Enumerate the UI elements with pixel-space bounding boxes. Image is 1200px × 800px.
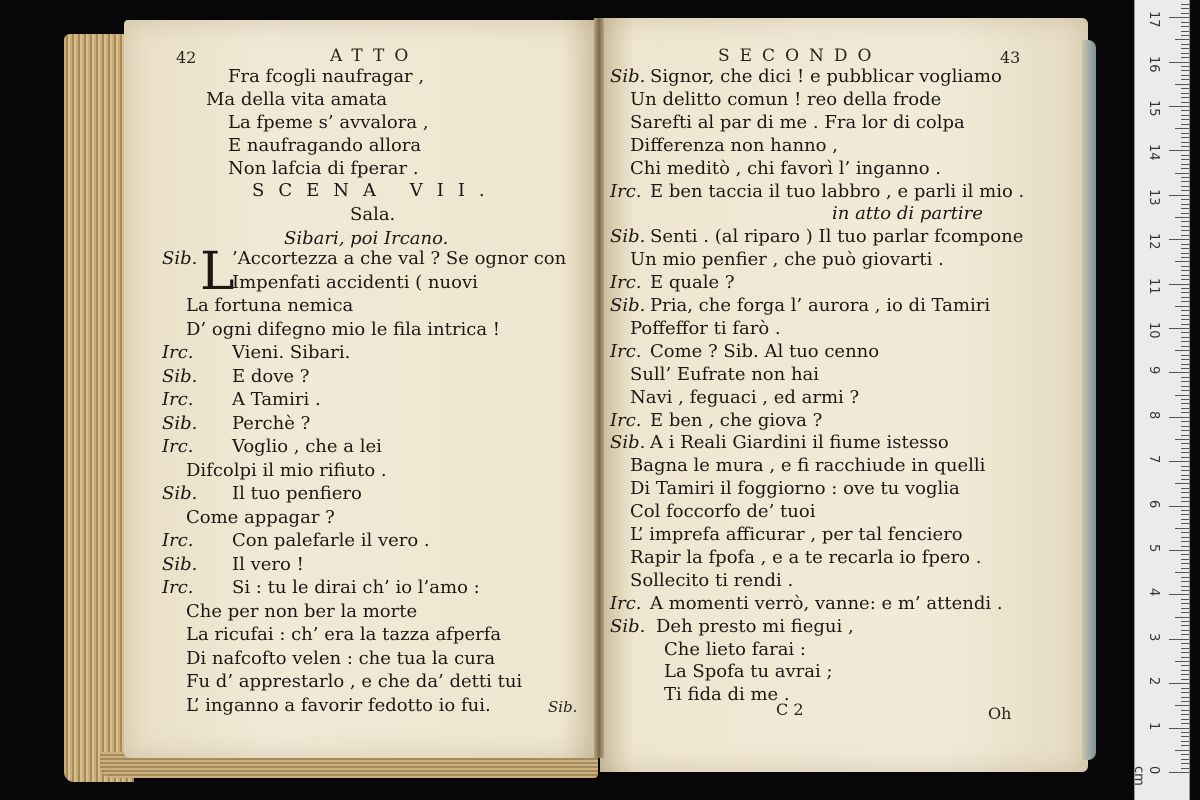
ruler-tick (1181, 466, 1189, 467)
ruler-tick (1181, 736, 1189, 737)
ruler-tick (1169, 62, 1189, 63)
ruler-tick (1181, 4, 1189, 5)
left-dialogue-line: Difcolpi il mio rifiuto . (186, 459, 387, 481)
ruler-tick (1181, 652, 1189, 653)
ruler-label: 2 (1146, 677, 1161, 686)
right-dialogue-speaker: Sib. (610, 66, 646, 87)
ruler-tick (1181, 386, 1189, 387)
ruler-tick (1175, 306, 1189, 307)
ruler-tick (1181, 492, 1189, 493)
ruler-tick (1181, 275, 1189, 276)
ruler-tick (1181, 701, 1189, 702)
ruler-tick (1181, 625, 1189, 626)
ruler-tick (1181, 253, 1189, 254)
ruler-label: 3 (1146, 632, 1161, 642)
right-dialogue-speaker: Irc. (610, 272, 642, 294)
ruler-tick (1181, 341, 1189, 342)
ruler-tick (1175, 395, 1189, 396)
ruler-tick (1181, 621, 1189, 622)
ruler-tick (1181, 430, 1189, 431)
ruler-label: 14 (1146, 144, 1161, 161)
right-dialogue-line: Sull’ Eufrate non hai (630, 363, 820, 385)
ruler-tick (1181, 448, 1189, 449)
left-dialogue-speaker: Irc. (162, 436, 194, 457)
right-dialogue-line: E ben , che giova ? (650, 409, 823, 431)
ruler-tick (1181, 57, 1189, 58)
ruler-tick (1181, 35, 1189, 36)
ruler-tick (1181, 266, 1189, 267)
ruler-tick (1181, 612, 1189, 613)
ruler-tick (1181, 186, 1189, 187)
ruler-label: 9 (1146, 366, 1161, 375)
ruler-tick (1181, 697, 1189, 698)
right-dialogue-line: E ben taccia il tuo labbro , e parli il mio . (650, 180, 1025, 202)
ruler-tick (1169, 639, 1189, 640)
right-dialogue-speaker: Irc. (610, 592, 642, 614)
ruler-tick (1181, 603, 1189, 604)
left-dialogue-line: La ricufai : ch’ era la tazza afperfa (186, 624, 502, 645)
left-dialogue-line: Il tuo penfiero (232, 483, 362, 504)
ruler-tick (1175, 750, 1189, 751)
ruler-tick (1169, 728, 1189, 729)
left-dialogue-line: Impenfati accidenti ( nuovi (232, 271, 478, 293)
right-dialogue-line: Deh presto mi fiegui , (656, 615, 854, 637)
ruler-tick (1181, 710, 1189, 711)
ruler-tick (1181, 479, 1189, 480)
left-running-head: ATTO (330, 46, 419, 66)
ruler-tick (1181, 22, 1189, 23)
verse-line: Ma della vita amata (206, 89, 388, 110)
ruler-tick (1181, 763, 1189, 764)
ruler-tick (1175, 261, 1189, 262)
left-dialogue-speaker: Sib. (162, 365, 198, 387)
right-dialogue-line: Come ? Sib. Al tuo cenno (650, 340, 880, 362)
ruler-label: 10 (1146, 322, 1161, 339)
ruler-tick (1181, 768, 1189, 769)
ruler-label: 7 (1146, 455, 1161, 464)
ruler-tick (1181, 199, 1189, 200)
ruler-tick (1181, 190, 1189, 191)
ruler-tick (1181, 79, 1189, 80)
right-dialogue-speaker: Sib. (610, 615, 646, 637)
ruler-tick (1181, 421, 1189, 422)
ruler-tick (1181, 164, 1189, 165)
left-dialogue-line: La fortuna nemica (186, 295, 354, 316)
ruler-tick (1181, 248, 1189, 249)
ruler-tick (1169, 372, 1189, 373)
ruler-tick (1181, 319, 1189, 320)
ruler-tick (1181, 364, 1189, 365)
ruler-tick (1181, 310, 1189, 311)
ruler-tick (1181, 634, 1189, 635)
ruler-tick (1169, 17, 1189, 18)
ruler-tick (1169, 550, 1189, 551)
right-dialogue-line: A i Reali Giardini il fiume istesso (650, 432, 949, 454)
ruler-tick (1181, 31, 1189, 32)
right-dialogue-line: Sarefti al par di me . Fra lor di colpa (630, 111, 965, 133)
ruler-tick (1181, 230, 1189, 231)
ruler-label: 0 cm (1131, 766, 1161, 786)
left-dialogue-line: Di nafcofto velen : che tua la cura (186, 647, 496, 669)
ruler-tick (1181, 137, 1189, 138)
ruler-tick (1181, 110, 1189, 111)
right-dialogue-speaker: Irc. (610, 180, 642, 202)
ruler-tick (1169, 239, 1189, 240)
ruler-label: 11 (1146, 277, 1161, 295)
ruler-tick (1181, 590, 1189, 591)
verse-line: La fpeme s’ avvalora , (228, 112, 429, 133)
right-dialogue-line: Pria, che forga l’ aurora , io di Tamiri (650, 295, 991, 316)
ruler-tick (1169, 417, 1189, 418)
right-dialogue-line: Rapir la fpofa , e a te recarla io fpero . (630, 546, 982, 568)
ruler-tick (1181, 102, 1189, 103)
ruler-tick (1181, 70, 1189, 71)
ruler-tick (1181, 133, 1189, 134)
ruler-tick (1181, 586, 1189, 587)
ruler-tick (1181, 519, 1189, 520)
ruler-tick (1181, 155, 1189, 156)
ruler-tick (1181, 408, 1189, 409)
right-dialogue-line: Navi , feguaci , ed armi ? (630, 386, 860, 408)
ruler-tick (1181, 66, 1189, 67)
ruler-tick (1181, 554, 1189, 555)
ruler-tick (1181, 488, 1189, 489)
right-dialogue-speaker: Irc. (610, 340, 642, 362)
ruler-label: 8 (1146, 410, 1161, 420)
left-catchword: Sib. (548, 698, 578, 716)
ruler-tick (1181, 381, 1189, 382)
ruler-tick (1181, 244, 1189, 245)
ruler-tick (1169, 594, 1189, 595)
right-dialogue-line: Ti fida di me . (664, 684, 790, 706)
ruler-tick (1181, 514, 1189, 515)
measuring-ruler (1131, 0, 1190, 800)
ruler-tick (1175, 128, 1189, 129)
ruler-tick (1175, 217, 1189, 218)
ruler-tick (1181, 723, 1189, 724)
right-dialogue-line: Poffeffor ti farò . (630, 317, 781, 339)
left-dialogue-speaker: Sib. (162, 248, 198, 269)
left-page-number: 42 (176, 48, 197, 67)
ruler-tick (1181, 8, 1189, 9)
ruler-tick (1181, 270, 1189, 271)
ruler-tick (1181, 577, 1189, 578)
right-dialogue-line: in atto di partire (832, 203, 983, 225)
ruler-tick (1175, 39, 1189, 40)
ruler-tick (1181, 435, 1189, 436)
left-dialogue-speaker: Irc. (162, 342, 194, 363)
ruler-tick (1181, 426, 1189, 427)
ruler-tick (1181, 119, 1189, 120)
ruler-tick (1181, 337, 1189, 338)
ruler-tick (1181, 412, 1189, 413)
ruler-tick (1181, 688, 1189, 689)
ruler-label: 17 (1146, 11, 1161, 28)
ruler-tick (1181, 741, 1189, 742)
scene-characters: Sibari, poi Ircano. (284, 228, 449, 249)
ruler-tick (1181, 759, 1189, 760)
ruler-tick (1175, 350, 1189, 351)
ruler-label: 5 (1146, 544, 1161, 553)
right-dialogue-line: Bagna le mura , e fi racchiude in quelli (630, 455, 986, 477)
ruler-tick (1169, 683, 1189, 684)
ruler-tick (1181, 359, 1189, 360)
left-dialogue-line: ’Accortezza a che val ? Se ognor con (232, 248, 567, 269)
left-dialogue-line: E dove ? (232, 365, 310, 387)
right-dialogue-line: E quale ? (650, 272, 735, 294)
ruler-label: 6 (1146, 499, 1161, 508)
right-dialogue-line: Signor, che dici ! e pubblicar vogliamo (650, 66, 1002, 87)
ruler-tick (1181, 226, 1189, 227)
ruler-tick (1181, 643, 1189, 644)
ruler-tick (1181, 48, 1189, 49)
ruler-tick (1181, 497, 1189, 498)
ruler-tick (1181, 124, 1189, 125)
ruler-tick (1181, 443, 1189, 444)
ruler-tick (1181, 332, 1189, 333)
ruler-tick (1175, 572, 1189, 573)
ruler-tick (1181, 292, 1189, 293)
ruler-tick (1181, 97, 1189, 98)
right-catchword: Oh (988, 704, 1012, 723)
ruler-tick (1175, 483, 1189, 484)
ruler-tick (1181, 355, 1189, 356)
ruler-tick (1169, 106, 1189, 107)
ruler-tick (1169, 772, 1189, 773)
ruler-tick (1181, 26, 1189, 27)
ruler-tick (1181, 559, 1189, 560)
left-dialogue-line: Come appagar ? (186, 506, 335, 528)
ruler-tick (1175, 528, 1189, 529)
left-dialogue-line: Perchè ? (232, 412, 311, 434)
ruler-tick (1181, 204, 1189, 205)
right-dialogue-speaker: Irc. (610, 409, 642, 431)
left-dialogue-speaker: Irc. (162, 577, 194, 598)
right-dialogue-speaker: Sib. (610, 226, 646, 248)
right-page-number: 43 (1000, 48, 1021, 67)
ruler-tick (1181, 177, 1189, 178)
ruler-tick (1181, 44, 1189, 45)
left-dialogue-speaker: Irc. (162, 530, 194, 551)
ruler-tick (1181, 75, 1189, 76)
ruler-tick (1181, 745, 1189, 746)
right-dialogue-line: Un delitto comun ! reo della frode (630, 88, 942, 110)
ruler-tick (1181, 13, 1189, 14)
right-dialogue-line: Col foccorfo de’ tuoi (630, 501, 816, 523)
ruler-tick (1181, 399, 1189, 400)
ruler-tick (1181, 563, 1189, 564)
ruler-tick (1169, 150, 1189, 151)
ruler-tick (1181, 208, 1189, 209)
ruler-tick (1181, 657, 1189, 658)
ruler-tick (1175, 84, 1189, 85)
right-dialogue-line: La Spofa tu avrai ; (664, 661, 833, 683)
ruler-tick (1181, 599, 1189, 600)
ruler-tick (1181, 346, 1189, 347)
book-gutter (594, 18, 604, 758)
ruler-tick (1181, 181, 1189, 182)
ruler-label: 13 (1146, 188, 1161, 206)
left-dialogue-line: Vieni. Sibari. (232, 342, 351, 363)
ruler-tick (1181, 692, 1189, 693)
ruler-tick (1181, 608, 1189, 609)
signature-mark: C 2 (776, 700, 804, 719)
left-dialogue-line: Con palefarle il vero . (232, 530, 430, 551)
ruler-tick (1181, 324, 1189, 325)
right-dialogue-line: L’ imprefa afficurar , per tal fenciero (630, 524, 963, 545)
ruler-tick (1181, 510, 1189, 511)
right-dialogue-line: A momenti verrò, vanne: e m’ attendi . (650, 592, 1003, 614)
left-dialogue-line: Si : tu le dirai ch’ io l’amo : (232, 577, 480, 598)
ruler-tick (1181, 390, 1189, 391)
ruler-tick (1181, 679, 1189, 680)
right-dialogue-line: Chi meditò , chi favorì l’ inganno . (630, 157, 941, 179)
ruler-tick (1181, 541, 1189, 542)
ruler-tick (1181, 168, 1189, 169)
ruler-tick (1169, 328, 1189, 329)
left-dialogue-line: D’ ogni difegno mio le fila intrica ! (186, 318, 501, 340)
ruler-tick (1169, 461, 1189, 462)
left-dialogue-speaker: Sib. (162, 483, 198, 504)
ruler-tick (1181, 670, 1189, 671)
ruler-tick (1181, 475, 1189, 476)
left-dialogue-line: Fu d’ apprestarlo , e che da’ detti tui (186, 671, 523, 692)
ruler-tick (1181, 257, 1189, 258)
ruler-tick (1181, 146, 1189, 147)
left-dialogue-line: Che per non ber la morte (186, 600, 418, 622)
ruler-label: 1 (1146, 721, 1161, 730)
ruler-label: 15 (1146, 100, 1161, 117)
ruler-tick (1181, 93, 1189, 94)
ruler-tick (1181, 142, 1189, 143)
ruler-tick (1181, 159, 1189, 160)
left-dialogue-speaker: Irc. (162, 389, 194, 410)
ruler-tick (1181, 470, 1189, 471)
ruler-tick (1181, 754, 1189, 755)
ruler-tick (1181, 297, 1189, 298)
right-dialogue-line: Senti . (al riparo ) Il tuo parlar fcompone (650, 226, 1024, 248)
right-dialogue-line: Un mio penfier , che può giovarti . (630, 249, 944, 271)
ruler-tick (1181, 665, 1189, 666)
ruler-tick (1181, 221, 1189, 222)
right-running-head: SECONDO (718, 46, 882, 66)
right-dialogue-line: Che lieto farai : (664, 638, 806, 660)
ruler-tick (1181, 279, 1189, 280)
ruler-tick (1181, 235, 1189, 236)
left-dialogue-line: A Tamiri . (232, 389, 321, 410)
ruler-label: 16 (1146, 55, 1161, 73)
right-dialogue-line: Differenza non hanno , (630, 134, 838, 156)
right-dialogue-speaker: Sib. (610, 295, 646, 316)
ruler-tick (1175, 705, 1189, 706)
ruler-tick (1175, 439, 1189, 440)
ruler-tick (1181, 452, 1189, 453)
ruler-tick (1181, 315, 1189, 316)
scene-heading: SCENA VII. (252, 180, 499, 201)
ruler-tick (1181, 301, 1189, 302)
left-dialogue-speaker: Sib. (162, 412, 198, 434)
right-dialogue-line: Sollecito ti rendi . (630, 569, 794, 591)
verse-line: Non lafcia di fperar . (228, 158, 419, 179)
ruler-tick (1175, 661, 1189, 662)
ruler-tick (1181, 537, 1189, 538)
ruler-tick (1169, 195, 1189, 196)
ruler-tick (1169, 506, 1189, 507)
ruler-tick (1181, 546, 1189, 547)
ruler-label: 4 (1146, 588, 1161, 597)
ruler-tick (1181, 648, 1189, 649)
left-dialogue-line: Il vero ! (232, 553, 304, 575)
ruler-tick (1181, 213, 1189, 214)
ruler-tick (1175, 173, 1189, 174)
book-right-edge (1082, 40, 1096, 760)
ruler-tick (1181, 714, 1189, 715)
ruler-tick (1181, 368, 1189, 369)
ruler-tick (1181, 88, 1189, 89)
left-dialogue-line: Voglio , che a lei (232, 436, 382, 457)
ruler-tick (1181, 501, 1189, 502)
ruler-tick (1181, 377, 1189, 378)
left-dialogue-speaker: Sib. (162, 553, 198, 575)
left-dialogue-line: L’ inganno a favorir fedotto io fui. (186, 694, 491, 716)
drop-cap: L (200, 242, 235, 302)
ruler-tick (1181, 53, 1189, 54)
ruler-tick (1181, 581, 1189, 582)
scene-setting: Sala. (350, 204, 396, 225)
ruler-label: 12 (1146, 233, 1161, 250)
ruler-tick (1181, 719, 1189, 720)
ruler-tick (1169, 284, 1189, 285)
right-dialogue-line: Di Tamiri il foggiorno : ove tu voglia (630, 478, 960, 500)
ruler-tick (1181, 630, 1189, 631)
ruler-tick (1181, 115, 1189, 116)
ruler-tick (1181, 732, 1189, 733)
right-dialogue-speaker: Sib. (610, 432, 646, 454)
ruler-tick (1181, 523, 1189, 524)
verse-line: E naufragando allora (228, 135, 422, 156)
ruler-tick (1181, 457, 1189, 458)
ruler-tick (1181, 288, 1189, 289)
ruler-tick (1181, 674, 1189, 675)
ruler-tick (1175, 617, 1189, 618)
verse-line: Fra fcogli naufragar , (228, 66, 425, 87)
ruler-tick (1181, 532, 1189, 533)
ruler-tick (1181, 403, 1189, 404)
ruler-tick (1181, 568, 1189, 569)
